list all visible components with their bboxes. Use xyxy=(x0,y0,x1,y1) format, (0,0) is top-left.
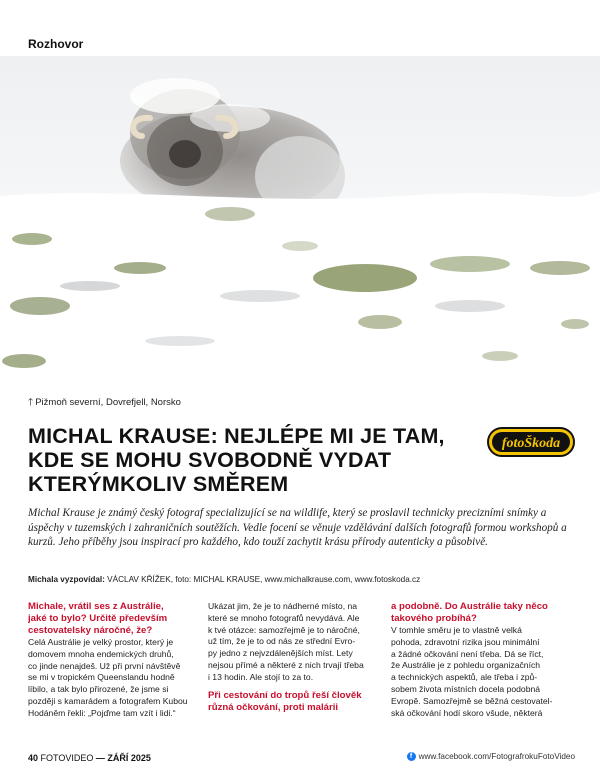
headline-line-3: KTERÝMKOLIV SMĚREM xyxy=(28,472,289,496)
facebook-url[interactable]: www.facebook.com/FotografrokuFotoVideo xyxy=(418,752,575,761)
answer-line: se mi v tropickém Queenslandu hodně xyxy=(28,672,175,683)
answer-line: V tomhle směru je to vlastně velká xyxy=(391,625,522,635)
article-headline xyxy=(28,424,478,496)
interview-answer xyxy=(28,637,203,720)
answer-line: a technických aspektů, ale třeba i způ- xyxy=(391,672,538,683)
question-line: a podobně. Do Austrálie taky něco xyxy=(391,601,548,612)
up-arrow-icon: 🡑 xyxy=(28,397,34,408)
logo-text: fotoŠkoda xyxy=(501,436,561,451)
answer-line: pohoda, zdravotní rizika jsou minimální xyxy=(391,636,540,647)
page-footer xyxy=(28,753,151,763)
text-column-2 xyxy=(208,601,383,751)
answer-line: co jinde nenajdeš. Už při první návštěvě xyxy=(28,660,181,671)
facebook-icon: f xyxy=(407,752,416,761)
answer-line: Celá Austrálie je velký prostor, který je xyxy=(28,637,174,647)
answer-line: líbilo, a tak bylo přirozené, že jsme si xyxy=(28,684,169,695)
hero-photo-muskox xyxy=(0,56,600,390)
article-credits xyxy=(28,575,578,584)
answer-line: Evropě. Samozřejmě se běžná cestovatel- xyxy=(391,695,553,706)
question-line: jaké to bylo? Určitě především xyxy=(28,613,168,624)
answer-line: že Austrálie je z pohledu organizačních xyxy=(391,660,541,671)
answer-line: později s kamarádem a fotografem Kubou xyxy=(28,695,188,706)
answer-line: domovem mnoha endemických druhů, xyxy=(28,648,174,659)
answer-line: sobem života místních docela podobná xyxy=(391,683,541,694)
fotoskoda-logo xyxy=(487,427,575,457)
interview-answer xyxy=(391,625,566,719)
photo-caption xyxy=(28,395,181,412)
question-line: různá očkování, proti malárii xyxy=(208,701,339,713)
answer-line: i 13 hodin. Ale stojí to za to. xyxy=(208,671,314,682)
question-line: Michale, vrátil ses z Austrálie, xyxy=(28,601,164,612)
question-line: Při cestování do tropů řeší člověk xyxy=(208,689,362,701)
facebook-link-footer[interactable] xyxy=(375,752,575,761)
answer-line: k tvé otázce: samozřejmě je to náročné, xyxy=(208,624,360,635)
caption-text: Pižmoň severní, Dovrefjell, Norsko xyxy=(35,397,181,408)
question-line: takového probíhá? xyxy=(391,613,477,624)
answer-line: ská očkování hodí skoro všude, některá xyxy=(391,707,543,718)
headline-line-1: MICHAL KRAUSE: NEJLÉPE MI JE TAM, xyxy=(28,424,445,448)
issue-date: — ZÁŘÍ 2025 xyxy=(95,753,151,763)
interview-answer xyxy=(208,601,383,684)
text-column-1 xyxy=(28,601,203,751)
credits-text: VÁCLAV KŘÍŽEK, foto: MICHAL KRAUSE, www.michalkrause.com, www.fotoskoda.cz xyxy=(104,575,421,584)
section-label: Rozhovor xyxy=(28,37,84,51)
question-line: cestovatelsky náročné, že? xyxy=(28,625,153,636)
headline-line-2: KDE SE MOHU SVOBODNĚ VYDAT xyxy=(28,448,392,472)
interview-question xyxy=(391,601,566,625)
text-column-3 xyxy=(391,601,566,751)
answer-line: které se mnoho fotografů nevydává. Ale xyxy=(208,612,360,623)
article-lead: Michal Krause je známý český fotograf specializující se na wildlife, který se proslavil technicky precizními snímky a úspěchy v tuzemských i zahraničních soutěžích. Vedle focení se věnuje vzdělávání dalších fotografů formou workshopů a kurzů. Jeho příběhy jsou inspirací pro každého, kdo touží zachytit krásu přírody autenticky a působivě. xyxy=(28,507,567,548)
interview-question xyxy=(28,601,203,637)
answer-line: py jedno z nejvzdálenějších míst. Lety xyxy=(208,648,353,659)
interview-question xyxy=(208,690,383,714)
answer-line: už tím, že je to od nás ze střední Evro- xyxy=(208,636,356,647)
answer-line: Hodáněm řekli: „Pojďme tam vzít i lidi.“ xyxy=(28,707,176,718)
page-number: 40 xyxy=(28,753,39,763)
credits-label: Michala vyzpovídal: xyxy=(28,575,105,584)
magazine-name: FOTOVIDEO xyxy=(40,753,94,763)
answer-line: a žádné očkování není třeba. Dá se říct, xyxy=(391,648,544,659)
answer-line: nejsou přímé a některé z nich trvají třeba xyxy=(208,659,364,670)
answer-line: Ukázat jim, že je to nádherné místo, na xyxy=(208,601,358,611)
muskox-snow-illustration xyxy=(0,56,600,390)
